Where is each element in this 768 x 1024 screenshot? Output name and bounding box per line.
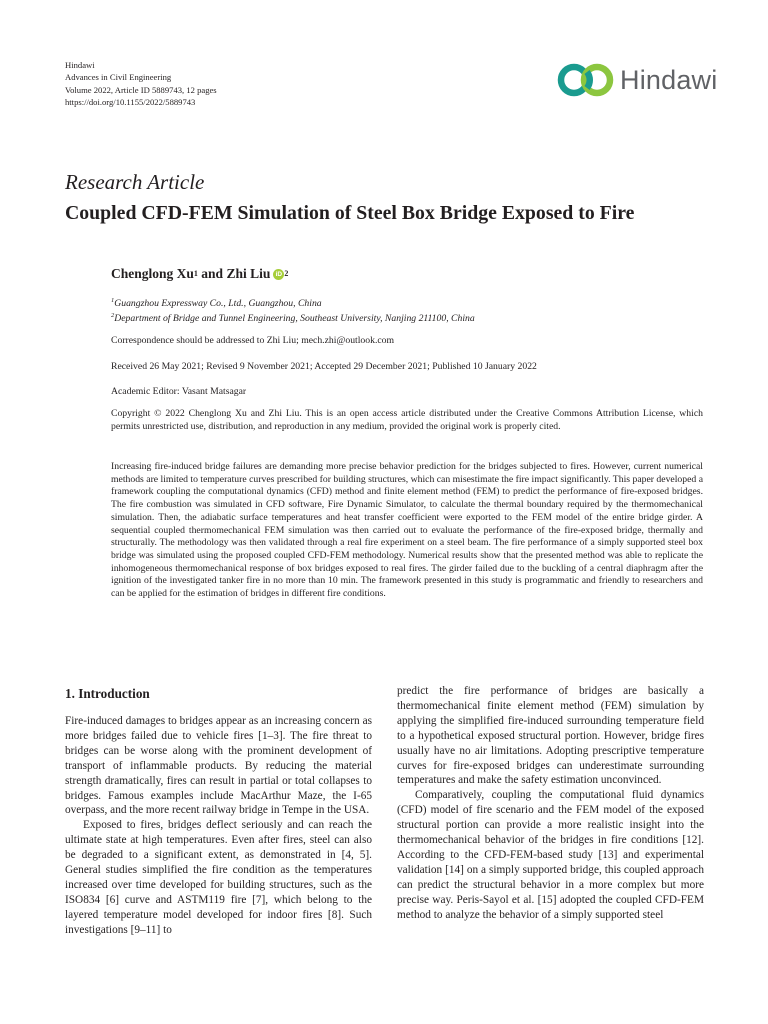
body-column-right: [397, 684, 704, 923]
affiliation-marker: 1: [193, 268, 198, 278]
author-list: [111, 266, 288, 282]
body-paragraph: Exposed to fires, bridges deflect seriously and can reach the ultimate state at high temperatures. Even after fires, steel can also be degraded to a significant extent, as demonstrated in [4, 5]. General studies simplified the fire condition as the temperatures increased over time developed for building structures, such as the ISO834 [6] curve and ASTM119 fire [7], which belong to the layered temperature model developed for indoor fires [8]. Such investigations [9–11] to: [65, 819, 372, 936]
affiliation-text: Department of Bridge and Tunnel Engineering, Southeast University, Nanjing 211100, China: [114, 313, 475, 325]
hindawi-logo-text: Hindawi: [620, 64, 718, 95]
publisher-name: Hindawi: [65, 60, 95, 70]
affiliation-1: [111, 297, 322, 309]
author-name[interactable]: Chenglong Xu: [111, 266, 194, 281]
section-heading: 1. Introduction: [65, 686, 150, 701]
affiliation-text: Guangzhou Expressway Co., Ltd., Guangzhou, China: [114, 298, 322, 310]
academic-editor: Academic Editor: Vasant Matsagar: [111, 386, 247, 397]
hindawi-logo-icon: [556, 62, 616, 98]
affiliation-2: [111, 312, 475, 324]
article-title: Coupled CFD-FEM Simulation of Steel Box Bridge Exposed to Fire: [65, 202, 635, 224]
journal-name: Advances in Civil Engineering: [65, 72, 172, 83]
body-paragraph: Fire-induced damages to bridges appear as an increasing concern as more bridges failed due to vehicle fires [1–3]. The fire threat to bridges can be worse along with the prominent development of transport of inflammable products. By reducing the material strength dramatically, fires can result in partial or total collapses to bridges. Famous examples include MacArthur Maze, the I-65 overpass, and the more recent railway bridge in Tempe in the USA.: [65, 715, 372, 817]
affiliation-number: 2: [111, 312, 115, 319]
copyright-notice: Copyright © 2022 Chenglong Xu and Zhi Liu. This is an open access article distributed under the Creative Commons Attribution License, which permits unrestricted use, distribution, and reproduction in any medium, provided the original work is properly cited.: [111, 408, 703, 432]
publication-info: [65, 59, 217, 109]
body-paragraph: Comparatively, coupling the computational fluid dynamics (CFD) model of fire scenario and the FEM model of the exposed structural portion can provide a more realistic insight into the thermomechanical behavior of the bridges in fire conditions [12]. According to the CFD-FEM-based study [13] and experimental validation [14] on a simply supported bridge, this coupled approach can predict the structural behavior in a more complex but more precise way. Peris-Sayol et al. [15] adopted the coupled CFD-FEM method to analyze the behavior of a simply supported steel: [397, 789, 704, 921]
body-column-left: [65, 714, 372, 938]
abstract: Increasing fire-induced bridge failures are demanding more precise behavior prediction for the bridges subjected to fires. However, current numerical methods are limited to temperature curves prescribed for building structures, which can misestimate the fire impact significantly. This paper developed a framework coupling the computational dynamics (CFD) method and finite element method (FEM) to predict the performance of fire-exposed bridges. The fire combustion was simulated in CFD software, Fire Dynamic Simulator, to calculate the thermal boundary required by the thermomechanical simulation. Then, the adiabatic surface temperatures and heat transfer coefficient were exported to the FEM model of the entire bridge girder. A sequential coupled thermomechanical FEM simulation was then carried out to evaluate the performance of the fire-exposed bridge, thermally and structurally. The methodology was then validated through a real fire experiment on a steel beam. The fire performance of a simply supported steel box bridge was simulated using the proposed coupled CFD-FEM methodology. Numerical results show that the presented method was able to replicate the inhomogeneous thermomechanical response of box bridges exposed to real fires. The girder failed due to the buckling of a central diaphragm after the ignition of the investigated tanker fire in no more than 10 min. The framework presented in this study is programmatic and friendly to researchers and can be applied for the estimation of bridges in different fire conditions.: [111, 461, 703, 600]
orcid-icon[interactable]: iD: [273, 269, 284, 280]
correspondence: Correspondence should be addressed to Zhi Liu; mech.zhi@outlook.com: [111, 335, 395, 346]
body-paragraph: predict the fire performance of bridges are basically a thermomechanical finite element method (FEM) simulation by applying the simplified fire-induced surrounding temperature field to a hypothetical exposed structural portion. However, bridge fires usually have no air limitations. Adopting prescriptive temperature curves for fire-exposed bridges can underestimate surrounding temperatures and make the safety estimation unconvinced.: [397, 685, 704, 787]
article-dates: Received 26 May 2021; Revised 9 November 2021; Accepted 29 December 2021; Published 10 January 2022: [111, 361, 537, 372]
doi-link[interactable]: https://doi.org/10.1155/2022/5889743: [65, 97, 196, 108]
author-joiner: and: [197, 266, 227, 281]
hindawi-logo: [556, 62, 717, 98]
affiliation-marker: 2: [284, 268, 289, 278]
article-type: Research Article: [65, 170, 205, 194]
author-name[interactable]: Zhi Liu: [226, 266, 271, 281]
volume-line: Volume 2022, Article ID 5889743, 12 pages: [65, 84, 217, 95]
affiliation-number: 1: [111, 297, 115, 304]
